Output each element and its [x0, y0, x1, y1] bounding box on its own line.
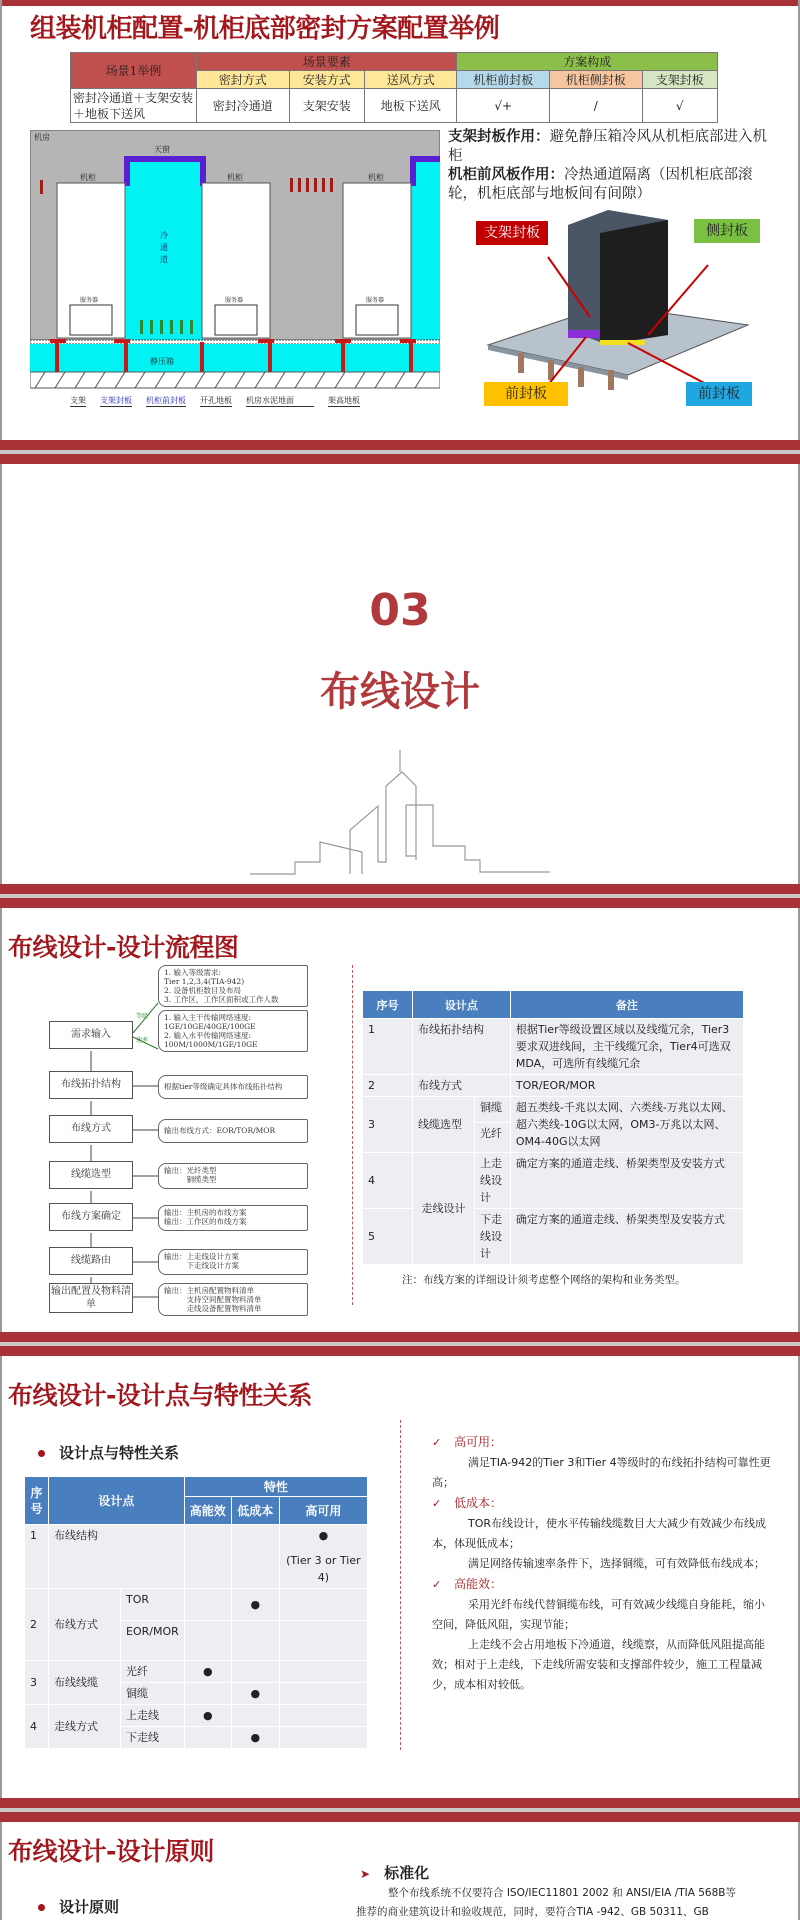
cell-mark: ● — [231, 1683, 279, 1705]
slide-title: 布线设计-设计原则 — [8, 1837, 214, 1866]
output-line: 输出：工作区的布线方案 — [164, 1217, 247, 1226]
table-row — [363, 1153, 744, 1209]
cell-mark: ● — [184, 1661, 231, 1683]
feature-title: 高可用： — [454, 1435, 503, 1449]
bullet-text: 设计点与特性关系 — [59, 1444, 180, 1462]
bullet-dot-icon — [38, 1450, 45, 1457]
cell-no: 3 — [25, 1661, 49, 1705]
cell-no: 4 — [25, 1705, 49, 1749]
table-row — [25, 1589, 368, 1621]
flow-output — [158, 1119, 308, 1143]
plan-header: 方案构成 — [457, 53, 718, 71]
feature-explanations — [432, 1432, 772, 1695]
diagram-legend — [70, 395, 360, 407]
principle-heading — [360, 1862, 429, 1883]
flow-output — [158, 1205, 308, 1231]
flow-step: 线缆选型 — [49, 1161, 133, 1189]
feature-para: 满足网络传输速率条件下，选择铜缆，可有效降低布线成本； — [468, 1557, 765, 1570]
cell-mark: ● — [231, 1727, 279, 1749]
sub-header: 安装方式 — [289, 71, 364, 89]
bullet-dot-icon — [38, 1904, 45, 1911]
table-row — [363, 1019, 744, 1075]
feature-para: TOR布线设计，使水平传输线缆数目大大减少有效减少布线成本，体现低成本； — [432, 1517, 767, 1550]
cell-mark — [231, 1621, 279, 1661]
feature-para: 上走线不会占用地板下冷通道，线缆察，从而降低风阻提高能效；相对于上走线，下走线所需安装和支撑部件较少，施工工程量减少，成本相对较低。 — [432, 1638, 765, 1691]
cell-note: 根据Tier等级设置区域以及线缆冗余，Tier3要求双进线间，主干线缆冗余，Tier4可选双MDA，可选所有线缆冗余 — [510, 1019, 743, 1075]
flow-output — [158, 965, 308, 1007]
cell-mark — [184, 1525, 231, 1589]
cell-note: 超五类线-千兆以太网、六类线-万兆以太网、超六类线-10G以太网，OM3-万兆以太网、OM4-40G以太网 — [510, 1097, 743, 1153]
sub-header: 支架封板 — [642, 71, 718, 89]
cell: √+ — [457, 89, 550, 123]
cell-no: 1 — [25, 1525, 49, 1589]
cell-mark — [279, 1683, 367, 1705]
flow-output — [158, 1283, 308, 1316]
divider-bar — [0, 884, 800, 894]
flow-step: 布线方式 — [49, 1115, 133, 1143]
airflow-diagram — [30, 130, 440, 410]
feature-para: 采用光纤布线代替铜缆布线，可有效减少线缆自身能耗，缩小空间，降低风阻，实现节能； — [432, 1598, 765, 1631]
tag-bracket-seal: 支架封板 — [476, 221, 548, 245]
legend-concrete-floor: 机房水泥地面 — [246, 395, 314, 407]
cell-no: 3 — [363, 1097, 413, 1153]
info-text: 避免静压箱冷风从机柜底部进入机柜 — [448, 129, 767, 164]
cell-mark — [279, 1525, 367, 1589]
col-header: 设计点 — [49, 1477, 185, 1525]
cell-mark — [231, 1705, 279, 1727]
flow-output — [158, 1249, 308, 1275]
elements-header: 场景要素 — [197, 53, 457, 71]
flow-step: 线缆路由 — [49, 1247, 133, 1275]
flow-step: 布线方案确定 — [49, 1203, 133, 1231]
legend-front-seal: 机柜前封板 — [146, 396, 186, 405]
cell-point: 走线方式 — [49, 1705, 121, 1749]
design-flowchart — [40, 965, 340, 1315]
divider-bar — [0, 1332, 800, 1342]
feature-head — [432, 1432, 772, 1453]
cell: √ — [642, 89, 718, 123]
feature-title: 高能效： — [454, 1577, 503, 1591]
flow-output — [158, 1010, 308, 1052]
sub-header: 送风方式 — [364, 71, 457, 89]
bullet-heading — [38, 1442, 179, 1463]
divider-bar — [0, 898, 800, 908]
col-header: 备注 — [510, 991, 743, 1019]
sub-header: 机柜侧封板 — [549, 71, 642, 89]
branch-label: 速率 — [136, 1037, 149, 1044]
principle-para: 推荐的商业建筑设计和验收规范，同时，要符合TIA -942、GB 50311、GB — [356, 1906, 709, 1918]
legend-raised-floor: 架高地板 — [328, 396, 360, 405]
slide-cabinet-seal — [2, 0, 798, 440]
feature-head — [432, 1493, 772, 1514]
info-label: 支架封板作用： — [448, 129, 550, 145]
divider-bar — [0, 440, 800, 450]
output-line: 100M/1000M/1GE/10GE — [164, 1040, 258, 1049]
slide-title: 布线设计-设计流程图 — [8, 933, 239, 962]
table-note: 注：布线方案的详细设计须考虑整个网络的架构和业务类型。 — [402, 1274, 686, 1286]
cabinet-label: 机柜 — [368, 173, 384, 182]
cell: 密封冷通道＋支架安装＋地板下送风 — [71, 89, 197, 123]
output-line: 3. 工作区，工作区面积或工作人数 — [164, 995, 279, 1004]
cabinet-3d-illustration — [478, 205, 778, 410]
col-header: 序号 — [363, 991, 413, 1019]
scene-table — [70, 52, 718, 123]
cell-sub: TOR — [121, 1589, 185, 1621]
cell-no: 2 — [25, 1589, 49, 1661]
cell-mark — [184, 1621, 231, 1661]
table-row — [25, 1525, 368, 1589]
server-label: 服务器 — [366, 297, 385, 304]
cell-mark — [279, 1705, 367, 1727]
principle-title: 标准化 — [384, 1864, 430, 1882]
cell: 支架安装 — [289, 89, 364, 123]
cell-note: 确定方案的通道走线、桥架类型及安装方式 — [510, 1153, 743, 1209]
cell-mark — [184, 1683, 231, 1705]
cell-no: 1 — [363, 1019, 413, 1075]
sub-header: 机柜前封板 — [457, 71, 550, 89]
branch-label: 等级 — [136, 1013, 149, 1020]
feature-para: 满足TIA-942的Tier 3和Tier 4等级时的布线拓扑结构可靠性更高； — [432, 1456, 771, 1489]
bullet-text: 设计原则 — [59, 1898, 120, 1916]
col-header: 高能效 — [184, 1497, 231, 1525]
cold-aisle-label: 冷通道 — [160, 231, 168, 264]
skylight-label: 天窗 — [154, 145, 170, 154]
cell-sub: 下走线 — [121, 1727, 185, 1749]
slide-title: 组装机柜配置-机柜底部密封方案配置举例 — [30, 14, 500, 44]
table-row — [363, 1075, 744, 1097]
table-row — [25, 1661, 368, 1683]
mark-note: (Tier 3 or Tier 4) — [286, 1554, 361, 1584]
output-line: 走线设备配置物料清单 — [164, 1304, 262, 1313]
cell-point: 布线方式 — [49, 1589, 121, 1661]
principle-para: 整个布线系统不仅要符合 ISO/IEC11801 2002 和 ANSI/EIA /TIA 568B等 — [388, 1887, 737, 1899]
col-header: 高可用 — [279, 1497, 367, 1525]
cell-mark — [184, 1727, 231, 1749]
cell-point: 布线线缆 — [49, 1661, 121, 1705]
cell-point: 线缆选型 — [413, 1097, 475, 1153]
column-divider — [352, 965, 353, 1305]
output-line: 1GE/10GE/40GE/100GE — [164, 1022, 256, 1031]
divider-bar — [0, 454, 800, 464]
cabinet-label: 机柜 — [80, 173, 96, 182]
flow-output — [158, 1163, 308, 1189]
col-header: 低成本 — [231, 1497, 279, 1525]
info-text: 冷热通道隔离（因机柜底部滚轮，机柜底部与地板间有间隙） — [448, 167, 753, 202]
cell-mark — [279, 1621, 367, 1661]
check-icon: ✓ — [432, 1436, 442, 1449]
cell-mark: ● — [231, 1589, 279, 1621]
output-line: Tier 1,2,3,4(TIA-942) — [164, 977, 245, 986]
top-bar — [2, 0, 798, 6]
section-name: 布线设计 — [320, 669, 480, 715]
cell-sub: 光纤 — [121, 1661, 185, 1683]
output-line: 2. 输入水平传输网络速度: — [164, 1031, 252, 1040]
flow-output — [158, 1075, 308, 1099]
table-row — [363, 1097, 744, 1123]
cell-sub: 光纤 — [475, 1123, 511, 1153]
server-label: 服务器 — [80, 297, 99, 304]
slide-title: 布线设计-设计点与特性关系 — [8, 1381, 312, 1410]
plenum-label: 静压箱 — [150, 357, 174, 366]
seal-description — [448, 128, 768, 204]
cell-no: 2 — [363, 1075, 413, 1097]
table-row — [25, 1705, 368, 1727]
cell-note: 确定方案的通道走线、桥架类型及安装方式 — [510, 1209, 743, 1265]
cell: 地板下送风 — [364, 89, 457, 123]
col-header: 序号 — [25, 1477, 49, 1525]
output-line: 输出：主机房配置物料清单 — [164, 1286, 254, 1295]
tag-front-seal-right: 前封板 — [686, 382, 752, 406]
cell-point: 走线设计 — [413, 1153, 475, 1265]
principle-text — [356, 1884, 776, 1920]
legend-bracket: 支架 — [70, 396, 86, 405]
output-line: 下走线设计方案 — [164, 1261, 239, 1270]
divider-bar — [0, 1346, 800, 1356]
feature-title: 低成本： — [454, 1496, 503, 1510]
cell-mark — [279, 1661, 367, 1683]
server-label: 服务器 — [225, 297, 244, 304]
city-skyline-icon — [250, 750, 550, 885]
arrow-icon: ➤ — [360, 1867, 371, 1881]
flow-step: 需求输入 — [49, 1021, 133, 1049]
flow-step: 输出配置及物料清单 — [49, 1283, 133, 1313]
output-line: 铜缆类型 — [164, 1175, 217, 1184]
check-icon: ✓ — [432, 1578, 442, 1591]
cell-sub: 上走线 — [121, 1705, 185, 1727]
design-points-table — [362, 990, 744, 1265]
legend-perforated-floor: 开孔地板 — [200, 396, 232, 405]
section-number: 03 — [369, 585, 431, 636]
cell-no: 4 — [363, 1153, 413, 1209]
legend-bracket-seal: 支架封板 — [100, 396, 132, 405]
sub-header: 密封方式 — [197, 71, 290, 89]
cell-point: 布线结构 — [49, 1525, 185, 1589]
cell-sub: 上走线设计 — [475, 1153, 511, 1209]
cell-mark: ● — [184, 1705, 231, 1727]
cell-mark — [184, 1589, 231, 1621]
scene-header: 场景1举例 — [71, 53, 197, 89]
cell: / — [549, 89, 642, 123]
output-line: 1. 输入等级需求: — [164, 968, 222, 977]
cell-mark — [231, 1661, 279, 1683]
divider-bar — [0, 1812, 800, 1822]
cell-point: 布线拓扑结构 — [413, 1019, 511, 1075]
cell-mark — [231, 1525, 279, 1589]
tag-front-seal-left: 前封板 — [484, 382, 568, 406]
cell-mark — [279, 1727, 367, 1749]
feature-head — [432, 1574, 772, 1595]
output-line: 输出：光纤类型 — [164, 1166, 217, 1175]
info-label: 机柜前风板作用： — [448, 167, 564, 183]
output-line: 输出：上走线设计方案 — [164, 1252, 239, 1261]
output-line: 2. 设备机柜数目及布局 — [164, 986, 242, 995]
cell: 密封冷通道 — [197, 89, 290, 123]
cell-mark — [279, 1589, 367, 1621]
cell-note: TOR/EOR/MOR — [510, 1075, 743, 1097]
output-line: 根据tier等级确定具体布线拓扑结构 — [164, 1082, 283, 1091]
tag-side-seal: 侧封板 — [694, 219, 760, 243]
cell-sub: 下走线设计 — [475, 1209, 511, 1265]
cell-no: 5 — [363, 1209, 413, 1265]
mark-dot: ● — [318, 1529, 329, 1542]
col-header: 设计点 — [413, 991, 511, 1019]
cabinet-label: 机柜 — [227, 173, 243, 182]
output-line: 支持空间配置物料清单 — [164, 1295, 262, 1304]
col-header: 特性 — [184, 1477, 367, 1497]
feature-matrix-table — [24, 1476, 368, 1749]
check-icon: ✓ — [432, 1497, 442, 1510]
output-line: 输出：主机房的布线方案 — [164, 1208, 247, 1217]
output-line: 输出布线方式：EOR/TOR/MOR — [164, 1126, 276, 1135]
column-divider — [400, 1420, 401, 1750]
cell-sub: 铜缆 — [475, 1097, 511, 1123]
bullet-heading — [38, 1896, 119, 1917]
cell-sub: EOR/MOR — [121, 1621, 185, 1661]
flow-step: 布线拓扑结构 — [49, 1071, 133, 1099]
room-label: 机房 — [34, 133, 50, 142]
output-line: 1. 输入主干传输网络速度: — [164, 1013, 252, 1022]
divider-bar — [0, 1798, 800, 1808]
cell-sub: 铜缆 — [121, 1683, 185, 1705]
cell-point: 布线方式 — [413, 1075, 511, 1097]
